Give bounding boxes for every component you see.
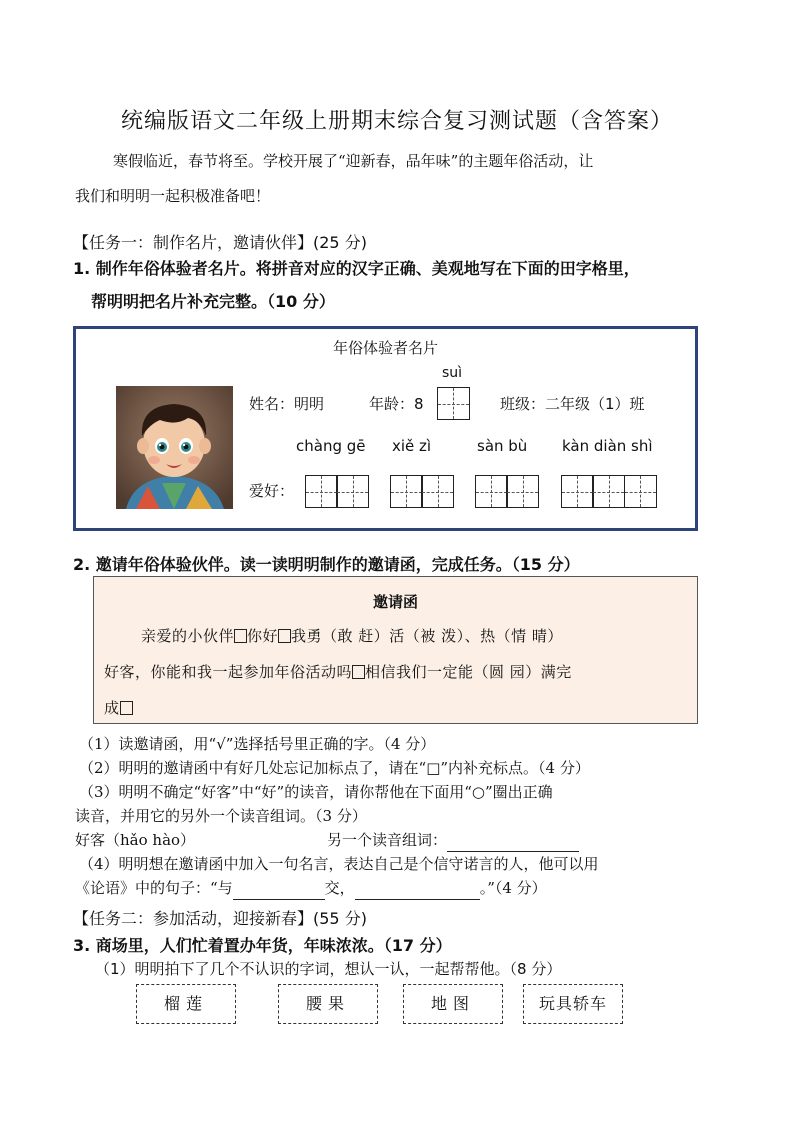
child-avatar-icon bbox=[116, 386, 233, 509]
other-reading-prompt: 另一个读音组词： bbox=[327, 829, 579, 852]
question-1-line-1: 1. 制作年俗体验者名片。将拼音对应的汉字正确、美观地写在下面的田字格里， bbox=[73, 259, 640, 278]
haoke-pinyin-choice[interactable]: 好客（hǎo hào） bbox=[75, 831, 196, 849]
punctuation-box[interactable] bbox=[278, 629, 291, 643]
subquestion-1: （1）读邀请函，用“√”选择括号里正确的字。（4 分） bbox=[79, 735, 436, 753]
question-2-heading: 2. 邀请年俗体验伙伴。读一读明明制作的邀请函，完成任务。（15 分） bbox=[73, 555, 580, 574]
quote-blank-1[interactable] bbox=[233, 881, 325, 900]
word-card-yaoguo: 腰果 bbox=[278, 984, 378, 1024]
age-field: 年龄：8 bbox=[369, 395, 424, 413]
task1-heading: 【任务一：制作名片，邀请伙伴】(25 分) bbox=[73, 233, 367, 252]
hobby-label: 爱好： bbox=[249, 482, 295, 500]
punctuation-box[interactable] bbox=[352, 665, 365, 679]
pinyin-changge: chàng gē bbox=[296, 437, 366, 455]
pinyin-sanbu: sàn bù bbox=[477, 437, 528, 455]
question-1-line-2: 帮明明把名片补充完整。（10 分） bbox=[91, 292, 335, 311]
pinyin-kandianshi: kàn diàn shì bbox=[562, 437, 653, 455]
task2-heading: 【任务二：参加活动，迎接新春】(55 分) bbox=[73, 909, 367, 928]
class-field: 班级：二年级（1）班 bbox=[500, 395, 645, 413]
sui-writing-grid[interactable] bbox=[438, 387, 470, 420]
page-title: 统编版语文二年级上册期末综合复习测试题（含答案） bbox=[120, 109, 673, 134]
sui-pinyin: suì bbox=[442, 365, 463, 381]
subquestion-3-line-1: （3）明明不确定“好客”中“好”的读音，请你帮他在下面用“○”圈出正确 bbox=[79, 783, 553, 801]
subquestion-2: （2）明明的邀请函中有好几处忘记加标点了，请在“□”内补充标点。（4 分） bbox=[79, 759, 590, 777]
name-field: 姓名：明明 bbox=[249, 395, 325, 413]
intro-line-1: 寒假临近，春节将至。学校开展了“迎新春，品年味”的主题年俗活动，让 bbox=[113, 152, 594, 170]
subquestion-4-line-1: （4）明明想在邀请函中加入一句名言，表达自己是个信守诺言的人，他可以用 bbox=[79, 855, 599, 873]
name-card bbox=[73, 326, 698, 531]
invitation-line-2: 好客，你能和我一起参加年俗活动吗 相信我们一定能（圆 园）满完 bbox=[104, 663, 572, 681]
card-title: 年俗体验者名片 bbox=[332, 339, 438, 357]
word-card-wanjujiaoche: 玩具轿车 bbox=[523, 984, 623, 1024]
intro-line-2: 我们和明明一起积极准备吧！ bbox=[75, 187, 271, 205]
question-3-heading: 3. 商场里，人们忙着置办年货，年味浓浓。（17 分） bbox=[73, 936, 452, 955]
invitation-line-1: 亲爱的小伙伴 你好 我勇（敢 赶）活（被 泼）、热（情 晴） bbox=[141, 627, 563, 645]
kandianshi-writing-grid[interactable] bbox=[562, 475, 657, 508]
punctuation-box[interactable] bbox=[234, 629, 247, 643]
invitation-line-3: 成 bbox=[104, 697, 133, 718]
quote-blank-2[interactable] bbox=[355, 881, 480, 900]
question-3-sub-1: （1）明明拍下了几个不认识的字词，想认一认，一起帮帮他。（8 分） bbox=[95, 960, 562, 978]
other-reading-blank[interactable] bbox=[447, 833, 579, 852]
pinyin-xiezi: xiě zì bbox=[392, 437, 432, 455]
invitation-title: 邀请函 bbox=[372, 593, 418, 611]
changge-writing-grid[interactable] bbox=[306, 475, 369, 508]
xiezi-writing-grid[interactable] bbox=[391, 475, 454, 508]
subquestion-3-line-2: 读音，并用它的另外一个读音组词。（3 分） bbox=[75, 807, 367, 825]
sanbu-writing-grid[interactable] bbox=[476, 475, 539, 508]
punctuation-box[interactable] bbox=[120, 701, 133, 715]
word-card-ditu: 地图 bbox=[403, 984, 503, 1024]
invitation-letter bbox=[93, 576, 698, 724]
subquestion-4-line-2: 《论语》中的句子：“与 交， 。”（4 分） bbox=[75, 877, 547, 900]
word-card-liulian: 榴莲 bbox=[136, 984, 236, 1024]
